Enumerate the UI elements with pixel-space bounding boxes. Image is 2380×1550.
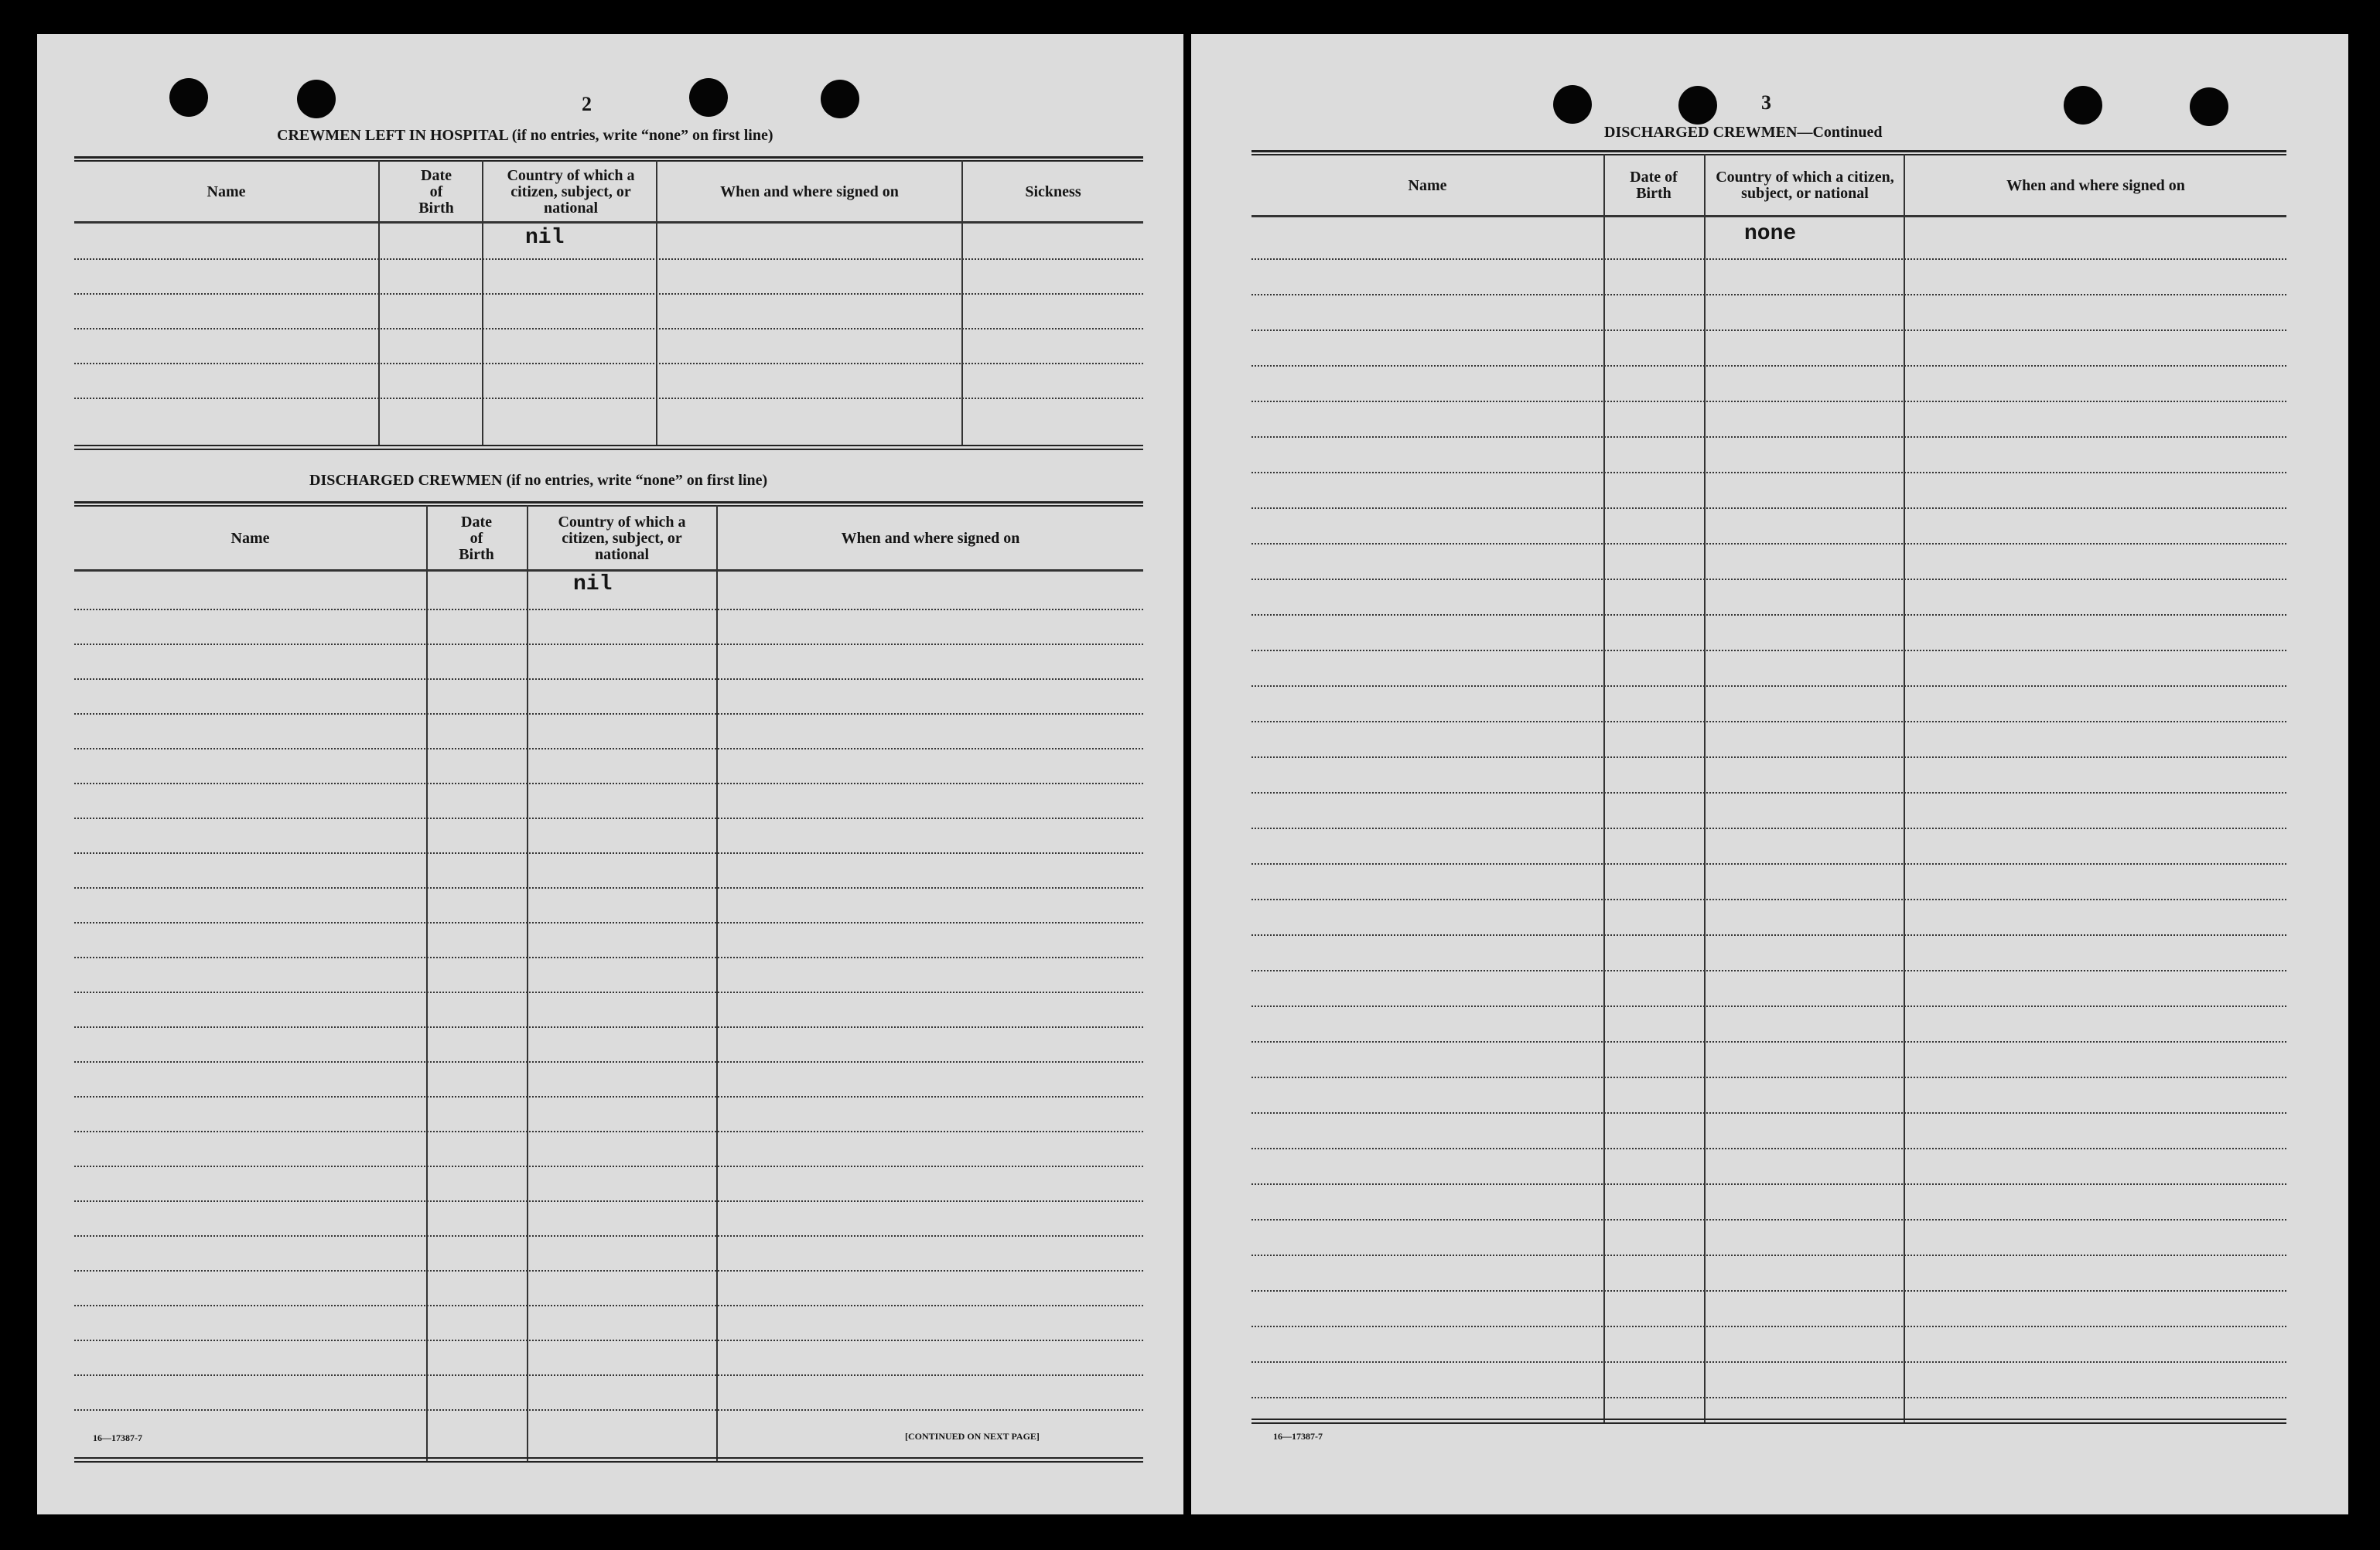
hospital-entry: nil xyxy=(525,226,565,250)
column-header-date-of-birth: Date of Birth xyxy=(459,513,494,563)
punch-hole xyxy=(2064,86,2102,125)
discharged-section-title: DISCHARGED CREWMEN (if no entries, write “none” on first line) xyxy=(309,472,768,489)
page-number: 2 xyxy=(582,93,592,115)
right-page xyxy=(1191,34,2348,1514)
punch-hole xyxy=(2190,87,2228,126)
page-number: 3 xyxy=(1761,91,1771,114)
continued-note: [CONTINUED ON NEXT PAGE] xyxy=(905,1431,1040,1442)
column-header-date-of-birth: Date of Birth xyxy=(1630,169,1678,202)
punch-hole xyxy=(297,80,336,118)
column-header-signed-on: When and where signed on xyxy=(720,183,899,200)
discharged-table xyxy=(74,501,1143,1468)
column-header-sickness: Sickness xyxy=(1025,183,1081,200)
discharged-continued-table xyxy=(1251,150,2286,1465)
hospital-table xyxy=(74,156,1143,481)
column-header-name: Name xyxy=(230,529,270,547)
form-number: 16—17387-7 xyxy=(93,1432,142,1443)
discharged-continued-entry: none xyxy=(1744,222,1797,246)
form-number: 16—17387-7 xyxy=(1273,1431,1323,1442)
column-header-date-of-birth: Date of Birth xyxy=(418,166,454,217)
column-header-signed-on: When and where signed on xyxy=(2006,176,2185,194)
column-header-country: Country of which a citizen, subject, or national xyxy=(1716,169,1894,202)
column-header-country: Country of which a citizen, subject, or national xyxy=(558,513,686,563)
punch-hole xyxy=(689,78,728,117)
hospital-section-title: CREWMEN LEFT IN HOSPITAL (if no entries, write “none” on first line) xyxy=(277,127,773,144)
punch-hole xyxy=(1553,85,1592,124)
column-header-signed-on: When and where signed on xyxy=(841,529,1020,547)
punch-hole xyxy=(169,78,208,117)
column-header-name: Name xyxy=(1408,176,1447,194)
discharged-entry: nil xyxy=(573,572,613,596)
punch-hole xyxy=(821,80,859,118)
column-header-name: Name xyxy=(207,183,246,200)
left-page xyxy=(37,34,1183,1514)
column-header-country: Country of which a citizen, subject, or national xyxy=(507,166,635,217)
discharged-continued-title: DISCHARGED CREWMEN—Continued xyxy=(1604,124,1883,141)
punch-hole xyxy=(1678,86,1717,125)
